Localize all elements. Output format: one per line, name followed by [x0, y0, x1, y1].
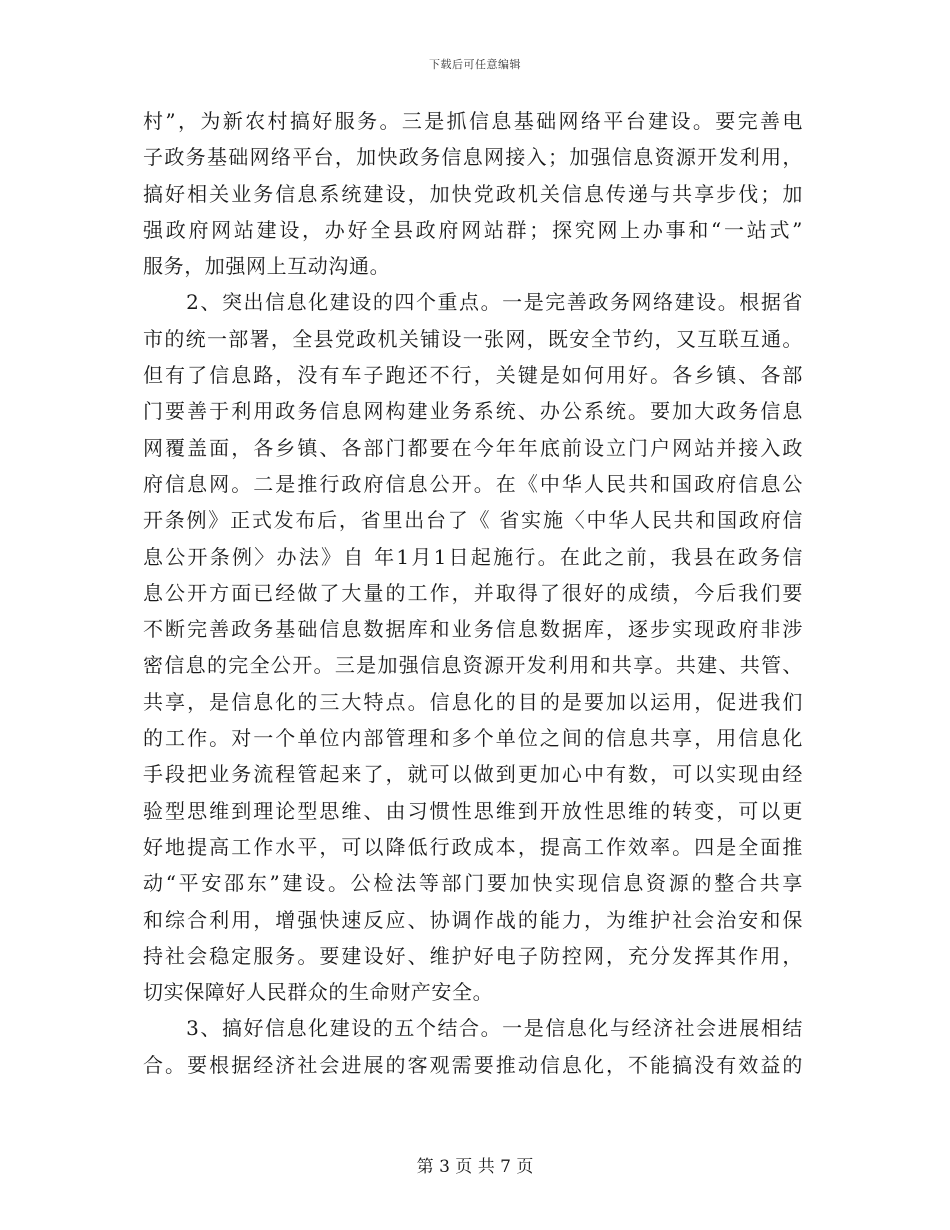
- text-line: 门要善于利用政务信息网构建业务系统、办公系统。要加大政务信息: [143, 399, 803, 424]
- text-line: 共享，是信息化的三大特点。信息化的目的是要加以运用，促进我们: [143, 689, 803, 714]
- text-line: 手段把业务流程管起来了，就可以做到更加心中有数，可以实现由经: [143, 762, 803, 787]
- text-line: 合。要根据经济社会进展的客观需要推动信息化，不能搞没有效益的: [143, 1052, 803, 1077]
- text-line: 息公开条例〉办法》自 年1月1日起施行。在此之前，我县在政务信: [143, 544, 803, 569]
- text-line: 网覆盖面，各乡镇、各部门都要在今年年底前设立门户网站并接入政: [143, 435, 803, 460]
- text-line: 但有了信息路，没有车子跑还不行，关键是如何用好。各乡镇、各部: [143, 363, 803, 388]
- text-line: 府信息网。二是推行政府信息公开。在《中华人民共和国政府信息公: [143, 471, 803, 496]
- page-header-note: 下载后可任意编辑: [429, 58, 521, 71]
- text-line: 强政府网站建设，办好全县政府网站群；探究网上办事和“一站式”: [143, 217, 803, 242]
- text-line: 2、突出信息化建设的四个重点。一是完善政务网络建设。根据省: [143, 290, 803, 315]
- text-line: 持社会稳定服务。要建设好、维护好电子防控网，充分发挥其作用，: [143, 943, 803, 968]
- text-line: 息公开方面已经做了大量的工作，并取得了很好的成绩，今后我们要: [143, 580, 803, 605]
- text-line: 和综合利用，增强快速反应、协调作战的能力，为维护社会治安和保: [143, 907, 803, 932]
- page-number-footer: [0, 1152, 950, 1177]
- text-line: 开条例》正式发布后，省里出台了《 省实施〈中华人民共和国政府信: [143, 508, 803, 533]
- text-line: 3、搞好信息化建设的五个结合。一是信息化与经济社会进展相结: [143, 1016, 803, 1041]
- text-line: 切实保障好人民群众的生命财产安全。: [143, 980, 494, 1005]
- text-line: 子政务基础网络平台，加快政务信息网接入；加强信息资源开发利用，: [143, 145, 803, 170]
- text-line: 的工作。对一个单位内部管理和多个单位之间的信息共享，用信息化: [143, 726, 803, 751]
- text-line: 村”，为新农村搞好服务。三是抓信息基础网络平台建设。要完善电: [143, 109, 803, 133]
- text-line: 服务，加强网上互动沟通。: [143, 254, 391, 279]
- text-line: 不断完善政务基础信息数据库和业务信息数据库，逐步实现政府非涉: [143, 617, 803, 642]
- text-line: 好地提高工作水平，可以降低行政成本，提高工作效率。四是全面推: [143, 834, 803, 859]
- page-number-label: 第 3 页 共 7 页: [416, 1157, 534, 1177]
- text-line: 搞好相关业务信息系统建设，加快党政机关信息传递与共享步伐；加: [143, 181, 803, 206]
- document-body: [143, 103, 803, 1083]
- text-line: 密信息的完全公开。三是加强信息资源开发利用和共享。共建、共管、: [143, 653, 803, 678]
- text-line: 验型思维到理论型思维、由习惯性思维到开放性思维的转变，可以更: [143, 798, 803, 823]
- text-line: 动“平安邵东”建设。公检法等部门要加快实现信息资源的整合共享: [143, 871, 803, 896]
- text-line: 市的统一部署，全县党政机关铺设一张网，既安全节约，又互联互通。: [143, 326, 803, 351]
